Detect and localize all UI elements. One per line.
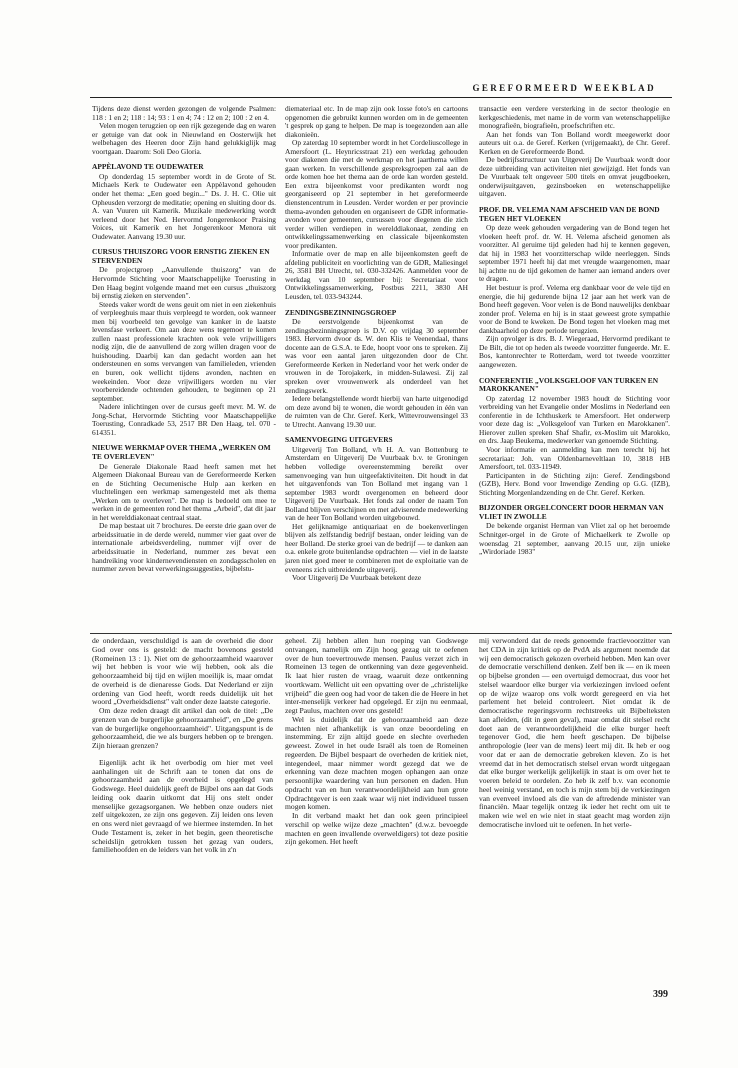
publication-title: GEREFORMEERD WEEKBLAD: [472, 83, 656, 93]
paragraph: Nadere inlichtingen over de cursus geeft mevr. M. W. de Jong-Schat, Hervormde Stichting voor Maatschappelijke Toerusting, Conradkade 53, 2517 BR Den Haag, tel. 070 - 614351.: [92, 402, 276, 437]
section-heading: PROF. DR. VELEMA NAM AFSCHEID VAN DE BOND TEGEN HET VLOEKEN: [479, 205, 660, 223]
upper-column-1: [92, 105, 276, 574]
section-heading: NIEUWE WERKMAP OVER THEMA „WERKEN OM TE OVERLEVEN": [92, 443, 271, 461]
paragraph: transactie een verdere versterking in de sector theologie en kerkgeschiedenis, met name in de vorm van wetenschappelijke monografieën, biografieën, proefschriften etc.: [479, 104, 670, 131]
upper-column-3: [479, 105, 670, 557]
paragraph: Uitgeverij Ton Bolland, v/h H. A. van Bottenburg te Amsterdam en Uitgeverij De Vuurbaak b.v. te Groningen hebben volledige overeenstemming bereikt over samenvoeging van hun uitgeefaktiviteiten. Dit houdt in dat het uitgavenfonds van Ton Bolland met ingang van 1 september 1983 wordt overgenomen en beheerd door Uitgeverij De Vuurbaak. Het fonds zal onder de naam Ton Bolland blijven verschijnen en met adviserende medewerking van de heer Ton Bolland worden uitgebouwd.: [285, 444, 468, 523]
paragraph: Het bestuur is prof. Velema erg dankbaar voor de vele tijd en energie, die hij gedurende bijna 12 jaar aan het werk van de Bond heeft gegeven. Voor velen is de Bond nauwelijks denkbaar zonder prof. Velema en hij is in staat geweest grote sympathie voor de Bond te kweken. De Bond tegen het vloeken mag met dankbaarheid op deze periode terugzien.: [479, 283, 671, 335]
paragraph: De Generale Diakonale Raad heeft samen met het Algemeen Diakonaal Bureau van de Gereformeerde Kerken en de Stichting Oecumenische Hulp aan kerken en vluchtelingen een werkmap samengesteld met als thema „Werken om te overleven". De map is bedoeld om mee te werken in de gemeenten rond het thema „Arbeid", dat dit jaar in het werelddiakonaat centraal staat.: [92, 461, 276, 522]
section-heading: CURSUS THUISZORG VOOR ERNSTIG ZIEKEN EN STERVENDEN: [92, 247, 270, 265]
section-divider-rule: [90, 633, 672, 634]
paragraph: Tijdens deze dienst werden gezongen de volgende Psalmen: 118 : 1 en 2; 118 : 14; 93 : 1 en 4; 74 : 12 en 2; 100 : 2 en 4.: [92, 104, 276, 122]
paragraph: Op deze week gehouden vergadering van de Bond tegen het vloeken heeft prof. dr. W. H. Velema afscheid genomen als voorzitter. Al geruime tijd geleden had hij te kennen gegeven, dat hij in 1983 het voorzitterschap wilde neerleggen. Sinds september 1971 heeft hij dat met vreugde waargenomen, maar hij achtte nu de tijd gekomen de hamer aan iemand anders over te dragen.: [479, 223, 670, 284]
paragraph: Iedere belangstellende wordt hierbij van harte uitgenodigd om deze avond bij te wonen, die wordt gehouden in één van de ruimten van de Chr. Geref. Kerk, Wittevrouwensingel 33 te Utrecht. Aanvang 19.30 uur.: [285, 394, 468, 429]
paragraph: In dit verband maakt het dan ook geen principieel verschil op welke wijze deze „machten" (d.w.z. bevoegde machten en geen invallende overweldigers) tot deze positie zijn gekomen. Het heeft: [285, 811, 468, 847]
paragraph: Aan het fonds van Ton Bolland wordt meegewerkt door auteurs uit o.a. de Geref. Kerken (vrijgemaakt), de Chr. Geref. Kerken en de Gereformeerde Bond.: [479, 129, 670, 156]
paragraph: Om deze reden draagt dit artikel dan ook de titel: „De grenzen van de burgerlijke gehoorzaamheid", en „De grens van de burgerlijke ongehoorzaamheid". Uitgangspunt is de gehoorzaamheid, die we als burgers hebben op te brengen. Zijn hieraan grenzen?: [92, 706, 273, 750]
paragraph: Op donderdag 15 september wordt in de Grote of St. Michaels Kerk te Oudewater een Appèlavond gehouden onder het thema: „Een goed begin..." Ds. J. H. C. Olie uit Opheusden verzorgt de meditatie; opening en sluiting door ds. A. van Vuuren uit Kamerik. Muzikale medewerking wordt verleend door het Ned. Hervormd Jongerenkoor Praising Voices, uit Kamerik en het Jongerenkoor Menora uit Oudewater. Aanvang 19.30 uur.: [92, 171, 276, 241]
section-heading: CONFERENTIE „VOLKSGELOOF VAN TURKEN EN MAROKKANEN": [479, 375, 659, 394]
header-rule: [90, 97, 672, 98]
paragraph: Voor informatie en aanmelding kan men terecht bij het secretariaat: Joh. van Oldenbarneveltlaan 10, 3818 HB Amersfoort, tel. 033-11949.: [479, 444, 670, 472]
lower-column-1: [92, 637, 273, 855]
paragraph: De bekende organist Herman van Vliet zal op het beroemde Schnitger-orgel in de Grote of Michaelkerk te Zwolle op woensdag 21 september, aanvang 20.15 uur, zijn unieke „Wirdoriade 1983": [479, 521, 670, 557]
upper-column-2: [285, 105, 468, 583]
paragraph: Zijn opvolger is drs. B. J. Wiegeraad, Hervormd predikant te De Bilt, die tot op heden als tweede voorzitter fungeerde. Mr. E. Bos, kantonrechter te Rotterdam, werd tot tweede voorzitter aangewezen.: [479, 334, 670, 369]
paragraph: diemateriaal etc. In de map zijn ook losse foto's en cartoons opgenomen die gebruikt kunnen worden om in de gemeenten 't gesprek op gang te helpen. De map is toegezonden aan alle diakonieën.: [285, 104, 468, 139]
section-heading: BIJZONDER ORGELCONCERT DOOR HERMAN VAN VLIET IN ZWOLLE: [479, 503, 664, 521]
lower-column-3: [479, 637, 670, 830]
paragraph: De eerstvolgende bijeenkomst van de zendingsbezinningsgroep is D.V. op vrijdag 30 september 1983. Hervorm dvoor ds. W. den Klis te Veenendaal, thans docente aan de G.S.A. te Ede, hoopt voor ons te spreken. Zij was voor een aantal jaren uitgezonden door de Chr. Gereformeerde Kerken in Nederland voor het werk onder de vrouwen in de Torojakerk, in midden-Sulawesi. Zij zal spreken over vrouwenwerk als onderdeel van het zendingswerk.: [285, 317, 468, 395]
paragraph: Op zaterdag 12 november 1983 houdt de Stichting voor verbreiding van het Evangelie onder Moslims in Nederland een conferentie in de Ichthuskerk te Amersfoort. Het onderwerp voor deze dag is: „Volksgeloof van Turken en Marokkanen". Hierover zullen spreken Shaf Shafir, ex-Moslim uit Marokko, en drs. Jaap Beukema, medewerker van genoemde Stichting.: [479, 393, 670, 446]
paragraph: Informatie over de map en alle bijeenkomsten geeft de afdeling publiciteit en voorlichting van de GDR, Maliesingel 26, 3581 BH Utrecht, tel. 030-332426. Aanmelden voor de werkdag van 10 september bij: Secretariaat voor Ontwikkelingssamenwerking, Postbus 2211, 3830 AH Leusden, tel. 033-943244.: [285, 249, 468, 302]
paragraph: Participanten in de Stichting zijn: Geref. Zendingsbond (GZB), Herv. Bond voor Inwendige Zending op G.G. (IZB), Stichting Morgenlandzending en de Chr. Geref. Kerken.: [479, 470, 670, 497]
lower-column-2: [285, 637, 468, 847]
paragraph: Het gelijknamige antiquariaat en de boekenverlingen blijven als zelfstandig bedrijf bestaan, onder leiding van de heer Bolland. De sterke groei van de bedrijf — te danken aan o.a. enkele grote buitenlandse opdrachten — viel in de laatste jaren niet goed meer te combineren met de exploitatie van de eveneens zich uitbreidende uitgeverij.: [285, 521, 468, 574]
section-heading: APPÈLAVOND TE OUDEWATER: [92, 162, 204, 172]
section-heading: ZENDINGSBEZINNINGSGROEP: [285, 307, 397, 317]
paragraph: Eigenlijk acht ik het overbodig om hier met veel aanhalingen uit de Schrift aan te tonen dat ons de gehoorzaamheid aan de overheid is opgelegd van Godswege. Heel duidelijk geeft de Bijbel ons aan dat Gods leiding ook daarin uitkomt dat Hij ons stelt onder menselijke gezagsorganen. We hebben onze ouders niet zelf uitgekozen, ze zijn ons gegeven. Zij leiden ons leven en ons werd niet gevraagd of we hiermee instemden. In het Oude Testament is, zeker in het begin, geen theoretische scheidslijn getrokken tussen het gezag van ouders, familiehoofden en de leiders van het volk in z'n: [92, 757, 273, 855]
paragraph: De map bestaat uit 7 brochures. De eerste drie gaan over de arbeidssituatie in de derde wereld, nummer vier gaat over de internationale arbeidsverdeling, nummer vijf over de arbeidssituatie in Nederland, nummer zes bevat een handreiking voor kindernevendiensten en zondagsscholen en nummer zeven bevat verwerkingssuggesties, bijbelstu-: [92, 521, 276, 574]
page-number: 399: [653, 989, 668, 1000]
paragraph: Velen mogen terugzien op een rijk gezegende dag en waren er getuige van dat ook in Nieuwland en Oosterwijk het welbehagen des Heeren door Zijn hand gelukkiglijk mag voortgaan. Daarom: Soli Deo Gloria.: [92, 121, 276, 156]
paragraph: Steeds vaker wordt de wens geuit om niet in een ziekenhuis of verpleeghuis maar thuis verpleegd te worden, ook wanneer men bij voorbeeld ten gevolge van kanker in de laatste levensfase verkeert. Om aan deze wens tegemoet te komen zullen naast professionele krachten ook vele vrijwilligers nodig zijn, die de aanvullend de zorg willen dragen voor de huishouding. Daarbij kan dan gedacht worden aan het ondersteunen en soms vervangen van familieleden, vrienden en buren, ook wellicht tijdens avonden, nachten en weekeinden. Voor deze vrijwilligers worden nu vier voorbereidende ochtenden gehouden, te beginnen op 21 september.: [92, 299, 276, 403]
paragraph: de onderdaan, verschuldigd is aan de overheid die door God over ons is gesteld: de macht bovenons gesteld (Romeinen 13 : 1). Niet om de gehoorzaamheid waarover wij het hebben is voor wie wij hebben, ook als die gehoorzaamheid bij tijd en wijlen moeilijk is, maar omdat de overheid is de dienaresse Gods. Dat Nederland er zijn ordening van God heeft, wordt reeds duidelijk uit het woord „Overheidsdienst" valt onder deze laatste categorie.: [92, 636, 273, 707]
paragraph: Op zaterdag 10 september wordt in het Cordeliuscollege in Amersfoort (L. Heynricsstraat 21) een werkdag gehouden voor diakenen die met de werkmap en het jaarthema willen gaan werken. In verschillende gespreksgroepen zal aan de orde komen hoe het thema aan de orde kan worden gesteld. Een extra bijeenkomst voor predikanten wordt nog georganiseerd op 21 september in het gereformeerde dienstencentrum in Leusden. Verder worden er per provincie thema-avonden gehouden en organiseert de GDR informatie-avonden voor gemeenten, cursussen voor diegenen die zich verder willen verdiepen in werelddiakonaat, zending en ontwikkelingssamenwerking en classicale bijeenkomsten voor predikanten.: [285, 138, 468, 250]
paragraph: Voor Uitgeverij De Vuurbaak betekent deze: [292, 573, 422, 583]
paragraph: Wel is duidelijk dat de gehoorzaamheid aan deze machten niet afhankelijk is van onze beoordeling en instemming. Er zijn altijd goede en slechte overheden geweest. Zowel in het oude Israël als toen de Romeinen regeerden. De Bijbel bespaart de overheden de kritiek niet, integendeel, maar nimmer wordt gezegd dat we de erkenning van deze machten mogen ophangen aan onze persoonlijke waardering van hun personen en daden. Hun opdracht van en hun verantwoordelijkheid aan hun grote Opdrachtgever is een zaak waar wij niet individueel tussen mogen komen.: [285, 714, 468, 812]
paragraph: De projectgroep „Aanvullende thuiszorg" van de Hervormde Stichting voor Maatschappelijke Toerusting in Den Haag begint volgende maand met een cursus „thuiszorg bij ernstig zieken en stervenden".: [92, 265, 276, 301]
paragraph: mij verwonderd dat de reeds genoemde fractievoorzitter van het CDA in zijn kritiek op de PvdA als argument noemde dat wij een democratisch gekozen overheid hebben. Men kan over de democratie verschillend denken. Zelf ben ik — en ik meen op bijbelse gronden — een overtuigd democraat, dus voor het stelsel waardoor elke burger via verkiezingen invloed oefent op de wijze waarop ons volk wordt geregeerd en via het parlement het beleid controleert. Niet omdat ik de democratische regeringsvorm rechtstreeks uit Bijbelteksten kan afleiden, (dit in geen geval), maar omdat dit stelsel recht doet aan de verantwoordelijkheid die elke burger heeft tegenover God, die hem heeft geschapen. De bijbelse anthropologie (leer van de mens) leert mij dit. Ik heb er oog voor dat er aan de democratie gebreken kleven. Zo is het vreemd dat in het democratisch stelsel ervan wordt uitgegaan dat elke burger werkelijk gelijkelijk in staat is om over het te voeren beleid te oordelen. Zo heb ik zelf b.v. van economie heel weinig verstand, en toch is mijn stem bij de verkiezingen van evenveel invloed als die van de aftredende minister van financiën. Maar tegelijk ontzeg ik ieder het recht om uit te maken wie wel en wie niet in staat geacht mag worden zijn democratische invloed uit te oefenen. In het verle-: [479, 636, 670, 829]
paragraph: De bedrijfsstructuur van Uitgeverij De Vuurbaak wordt door deze uitbreiding van activiteiten niet gewijzigd. Het fonds van De Vuurbaak telt ongeveer 500 titels en omvat jeugdboeken, onderwijsuitgaven, gezinsboeken en wetenschappelijke uitgaven.: [479, 155, 670, 199]
section-heading: SAMENVOEGING UITGEVERS: [285, 435, 393, 445]
paragraph: geheel. Zij hebben allen hun roeping van Godswege ontvangen, namelijk om Zijn hoog gezag uit te oefenen over de hun toevertrouwde mensen. Paulus verzet zich in Romeinen 13 tegen de ontkenning van deze gegevenheid. Ik laat hier rusten de vraag, waaruit deze ontkenning voortkwam. Wellicht uit een opvatting over de „christelijke vrijheid" die geen oog had voor de taken die de Heere in het inter-menselijk verkeer had opgelegd. Er zijn nu eenmaal, zegt Paulus, machten over ons gesteld!: [285, 636, 468, 715]
